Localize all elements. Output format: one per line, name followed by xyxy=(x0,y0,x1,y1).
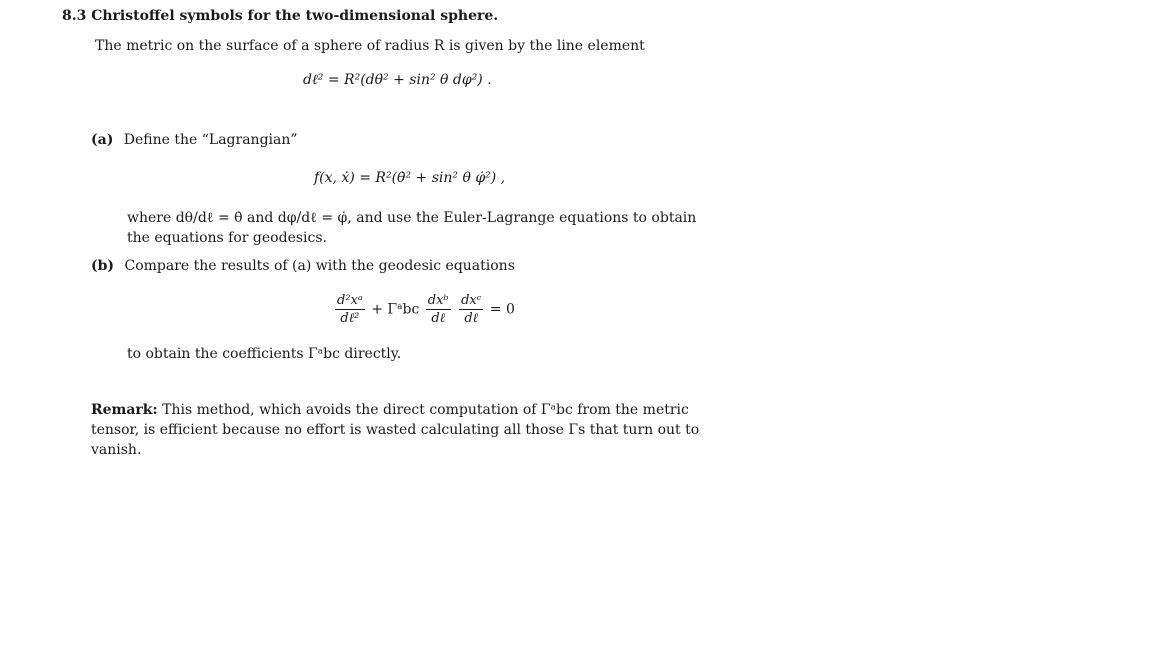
part-a-text: Define the “Lagrangian” xyxy=(123,132,298,148)
christoffel-term: + Γᵃbc xyxy=(371,301,420,318)
fraction-denominator: dℓ xyxy=(431,311,446,326)
geodesic-equation xyxy=(333,292,515,327)
second-derivative-fraction xyxy=(335,292,365,327)
part-b-heading xyxy=(91,256,515,276)
fraction-denominator: dℓ xyxy=(464,311,479,326)
fraction-numerator: d²xᵃ xyxy=(337,293,363,308)
part-a-where-line1: where dθ/dℓ = θ̇ and dφ/dℓ = φ̇, and use the Euler-Lagrange equations to obtain xyxy=(127,210,697,226)
remark-label: Remark: xyxy=(91,402,158,418)
part-a-heading xyxy=(91,130,298,150)
part-b-conclusion: to obtain the coefficients Γᵃbc directly. xyxy=(127,346,402,362)
fraction-denominator: dℓ² xyxy=(340,311,360,326)
part-a-where-line2: the equations for geodesics. xyxy=(127,230,327,246)
first-derivative-fraction-b xyxy=(426,292,451,327)
remark-line1 xyxy=(91,400,689,420)
section-title: Christoffel symbols for the two-dimensional sphere. xyxy=(91,8,499,24)
metric-equation: dℓ² = R²(dθ² + sin² θ dφ²) . xyxy=(303,72,492,88)
fraction-numerator: dxᵇ xyxy=(427,293,449,308)
remark-line3: vanish. xyxy=(91,442,142,458)
lagrangian-equation: f(x, ẋ) = R²(θ̇² + sin² θ φ̇²) , xyxy=(314,170,506,186)
part-b-label: (b) xyxy=(91,258,115,274)
remark-line2: tensor, is efficient because no effort is wasted calculating all those Γs that turn out to xyxy=(91,422,700,438)
first-derivative-fraction-c xyxy=(459,292,483,327)
part-a-label: (a) xyxy=(91,132,114,148)
intro-text: The metric on the surface of a sphere of radius R is given by the line element xyxy=(95,38,645,54)
fraction-numerator: dxᶜ xyxy=(461,293,482,308)
section-number: 8.3 xyxy=(62,8,87,24)
equation-rhs: = 0 xyxy=(489,301,515,318)
remark-text-line1: This method, which avoids the direct computation of Γᵃbc from the metric xyxy=(162,402,689,418)
section-heading xyxy=(62,8,498,24)
part-b-text: Compare the results of (a) with the geodesic equations xyxy=(124,258,515,274)
